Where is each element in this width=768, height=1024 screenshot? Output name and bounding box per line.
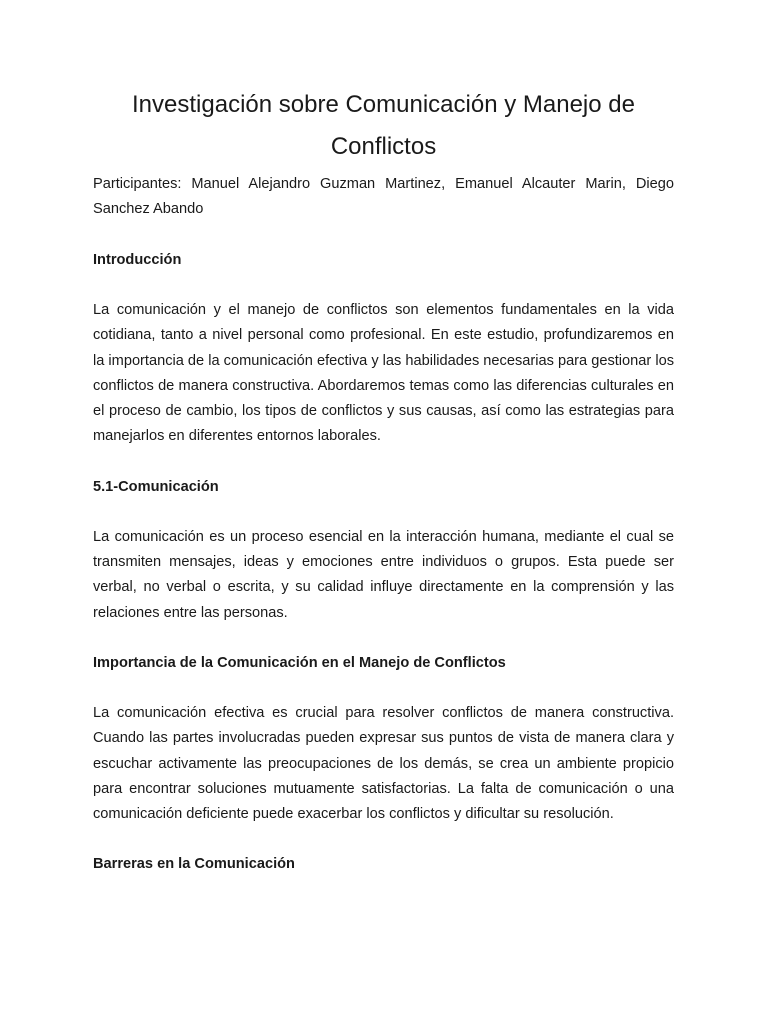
section-heading-importancia: Importancia de la Comunicación en el Manejo de Conflictos <box>93 654 506 671</box>
spacer <box>93 273 674 298</box>
spacer <box>93 626 674 651</box>
participants-line: Participantes: Manuel Alejandro Guzman Martinez, Emanuel Alcauter Marin, Diego Sanchez Abando <box>93 176 674 217</box>
section-heading-barreras: Barreras en la Comunicación <box>93 856 295 873</box>
section-heading-comunicacion: 5.1-Comunicación <box>93 478 219 495</box>
spacer <box>93 222 674 248</box>
section-body-importancia: La comunicación efectiva es crucial para resolver conflictos de manera constructiva. Cuando las partes involucradas pueden expresar sus puntos de vista de manera clara y escuchar activamente las preocupaciones de los demás, se crea un ambiente propicio para encontrar soluciones mutuamente satisfactorias. La falta de comunicación o una comunicación deficiente puede exacerbar los conflictos y dificultar su resolución. <box>93 704 674 823</box>
spacer <box>93 827 674 852</box>
section-body-introduccion: La comunicación y el manejo de conflictos son elementos fundamentales en la vida cotidiana, tanto a nivel personal como profesional. En este estudio, profundizaremos en la importancia de la comunicación efectiva y las habilidades necesarias para gestionar los conflictos de manera constructiva. Abordaremos temas como las diferencias culturales en el proceso de cambio, los tipos de conflictos y sus causas, así como las estrategias para manejarlos en diferentes entornos laborales. <box>93 302 674 445</box>
spacer <box>93 676 674 701</box>
document-page <box>93 84 674 877</box>
spacer <box>93 500 674 525</box>
document-title: Investigación sobre Comunicación y Manejo de Conflictos <box>132 91 635 160</box>
section-heading-introduccion: Introducción <box>93 252 182 268</box>
spacer <box>93 450 674 475</box>
section-body-comunicacion: La comunicación es un proceso esencial en la interacción humana, mediante el cual se transmiten mensajes, ideas y emociones entre individuos o grupos. Esta puede ser verbal, no verbal o escrita, y su calidad influye directamente en la comprensión y las relaciones entre las personas. <box>93 528 674 621</box>
